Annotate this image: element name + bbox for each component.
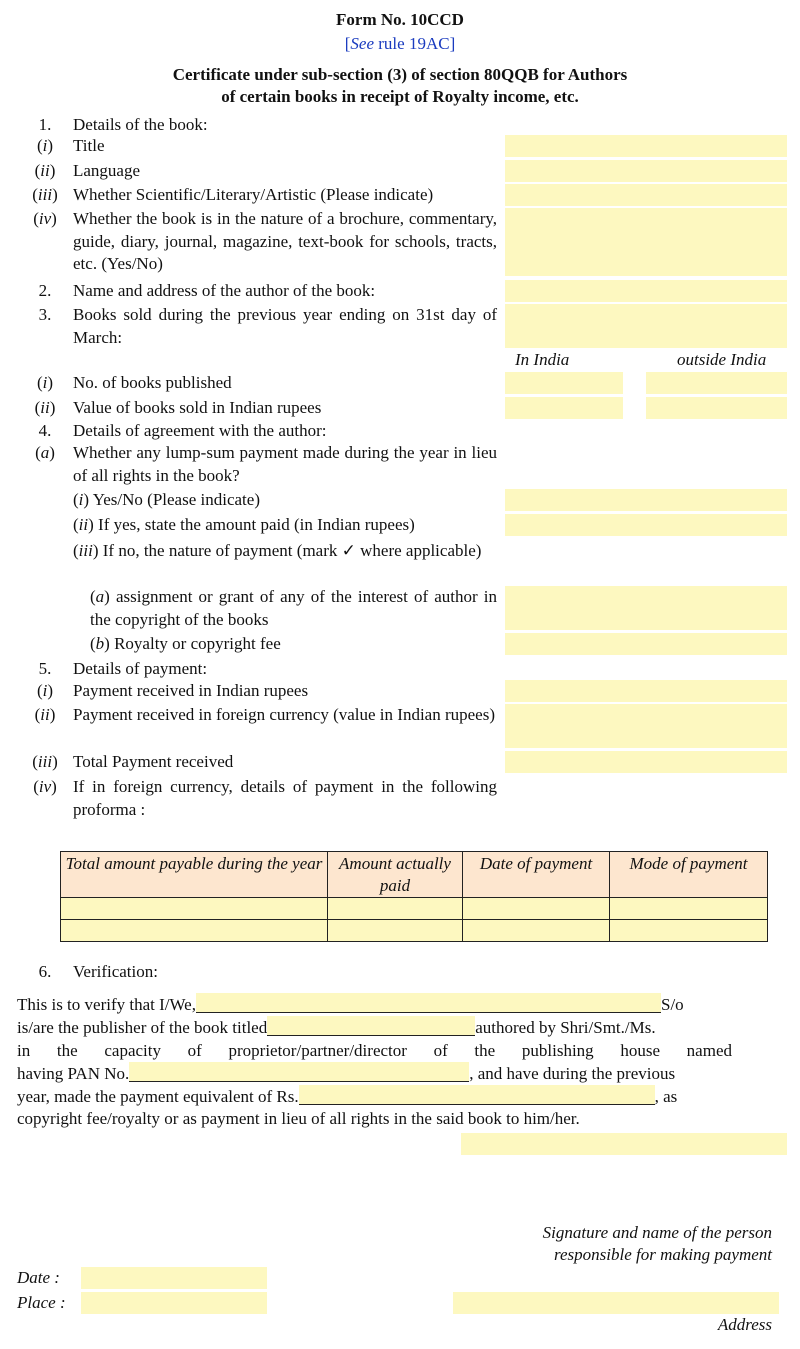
item-number: (a) [35,443,55,462]
check-mark-icon: ✓ [341,541,356,560]
verification-line3: in the capacity of proprietor/partner/director of the publishing house named [17,1041,732,1060]
publisher-name-field[interactable] [196,993,661,1013]
item-text: (a) assignment or grant of any of the interest of author in the copyright of the books [90,587,497,629]
item-text: Whether the book is in the nature of a brochure, commentary, guide, diary, journal, magazine, text-book for schools, tracts, etc. (Yes/No) [73,209,497,273]
item-number: (ii) [34,398,56,417]
author-name-field[interactable] [505,280,787,302]
item-text: If in foreign currency, details of payment in the following proforma : [73,777,497,819]
item-number: (iii) [32,185,58,204]
item-number: (iv) [33,777,57,796]
verification-line5: year, made the payment equivalent of Rs. , as [17,1087,678,1106]
item-number: (ii) [34,705,56,724]
signature-label-line1: Signature and name of the person [542,1223,772,1242]
verification-line4: having PAN No. , and have during the previous [17,1064,676,1083]
address-label: Address [717,1315,772,1334]
item-number: (i) [36,136,54,155]
place-field[interactable] [81,1292,267,1314]
table-cell-input[interactable] [463,898,610,920]
verification-label: Verification: [73,962,158,981]
item-text: Details of payment: [73,659,208,678]
title-field[interactable] [505,135,787,157]
item-number: 3. [38,305,52,324]
item-text: (b) Royalty or copyright fee [90,634,281,653]
place-label: Place : [17,1293,66,1312]
item-number: 5. [38,659,52,678]
date-field[interactable] [81,1267,267,1289]
signature-label-line2: responsible for making payment [554,1245,772,1264]
table-header-row [61,852,768,898]
amount-rs-field[interactable] [299,1085,655,1105]
author-address-field[interactable] [505,304,787,348]
verification-line1: This is to verify that I/We, S/o [17,995,684,1014]
col-amount-paid: Amount actually paid [328,852,463,898]
payment-foreign-field[interactable] [505,704,787,748]
table-cell-input[interactable] [61,920,328,942]
table-cell-input[interactable] [61,898,328,920]
rule-reference: [See rule 19AC] [344,34,456,53]
table-cell-input[interactable] [328,920,463,942]
table-cell-input[interactable] [610,920,768,942]
value-sold-india-field[interactable] [505,397,623,419]
form-title-line1: Certificate under sub-section (3) of section 80QQB for Authors [172,65,628,84]
col-total-amount: Total amount payable during the year [61,852,328,898]
item-number: (i) [36,681,54,700]
verification-line2: is/are the publisher of the book titled authored by Shri/Smt./Ms. [17,1018,656,1037]
item-text: Whether any lump-sum payment made during the year in lieu of all rights in the book? [73,443,497,485]
form-title-line2: of certain books in receipt of Royalty income, etc. [221,87,579,106]
col-date-of-payment: Date of payment [463,852,610,898]
item-text: Total Payment received [73,752,234,771]
lump-sum-amount-field[interactable] [505,514,787,536]
item-text: Payment received in Indian rupees [73,681,309,700]
address-field[interactable] [453,1292,779,1314]
item-number: (i) [36,373,54,392]
books-published-india-field[interactable] [505,372,623,394]
column-in-india: In India [515,350,570,369]
total-payment-field[interactable] [505,751,787,773]
language-field[interactable] [505,160,787,182]
royalty-field[interactable] [505,633,787,655]
item-number: 6. [38,962,52,981]
date-label: Date : [17,1268,60,1287]
item-number: 1. [38,115,52,134]
table-cell-input[interactable] [328,898,463,920]
book-title-field[interactable] [267,1016,475,1036]
item-number: 2. [38,281,52,300]
item-text: (ii) If yes, state the amount paid (in Indian rupees) [73,515,415,534]
value-sold-outside-field[interactable] [646,397,787,419]
item-number: 4. [38,421,52,440]
pan-field[interactable] [129,1062,469,1082]
form-number: Form No. 10CCD [336,10,464,29]
rule-number: rule 19AC [378,34,450,53]
item-text: Name and address of the author of the book: [73,281,376,300]
item-text: (i) Yes/No (Please indicate) [73,490,260,509]
item-number: (ii) [34,161,56,180]
signature-field[interactable] [461,1133,787,1155]
book-nature-field[interactable] [505,208,787,276]
item-text: Details of agreement with the author: [73,421,327,440]
verification-line6: copyright fee/royalty or as payment in lieu of all rights in the said book to him/her. [17,1109,580,1128]
item-text: Language [73,161,141,180]
payment-proforma-table [60,851,768,942]
item-text: Whether Scientific/Literary/Artistic (Please indicate) [73,185,434,204]
item-number: (iv) [33,209,57,228]
item-text: (iii) If no, the nature of payment (mark ✓ where applicable) [73,541,482,560]
item-text: Books sold during the previous year ending on 31st day of March: [73,305,497,347]
item-text: Title [73,136,105,155]
item-text: Value of books sold in Indian rupees [73,398,322,417]
rule-see: See [350,34,375,53]
item-text: No. of books published [73,373,232,392]
category-field[interactable] [505,184,787,206]
item-text: Payment received in foreign currency (value in Indian rupees) [73,705,495,724]
assignment-field[interactable] [505,586,787,630]
table-cell-input[interactable] [610,898,768,920]
col-mode-of-payment: Mode of payment [610,852,768,898]
column-outside-india: outside India [677,350,767,369]
item-text: Details of the book: [73,115,208,134]
table-row [61,920,768,942]
table-cell-input[interactable] [463,920,610,942]
payment-inr-field[interactable] [505,680,787,702]
books-published-outside-field[interactable] [646,372,787,394]
item-number: (iii) [32,752,58,771]
lump-sum-yes-no-field[interactable] [505,489,787,511]
table-row [61,898,768,920]
